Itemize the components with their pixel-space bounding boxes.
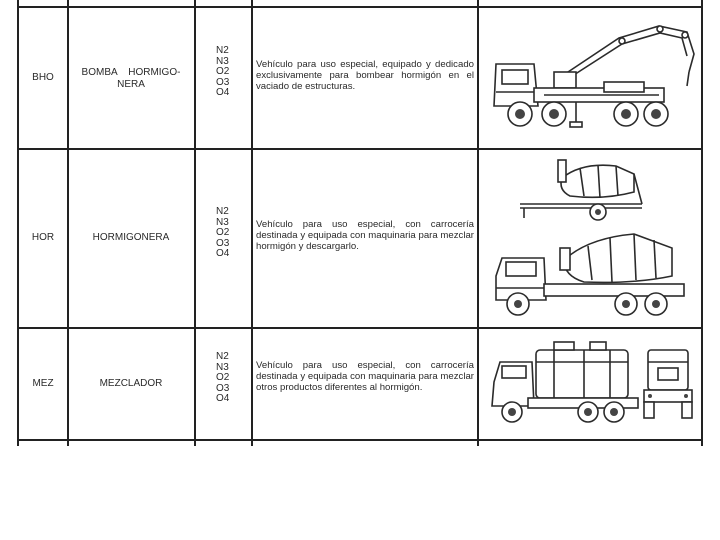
category-code: O3 [216,76,230,88]
vehicle-code: MEZ [32,378,54,389]
vehicle-description: Vehículo para uso especial, con carrocería destinada y equipada con maquinaria para mezclar otros productos diferentes al hormigón. [256,360,474,394]
category-code: O2 [216,227,230,238]
vehicle-code: BHO [32,72,54,83]
category-code: O4 [216,393,230,404]
category-code: N3 [216,216,229,228]
vehicle-name-line: NERA [117,78,145,90]
category-code: N3 [216,55,229,67]
category-code: O4 [216,87,230,98]
vehicle-name-line: BOMBA HORMIGO- [81,67,181,78]
vehicle-description: Vehículo para uso especial, equipado y dedicado exclusivamente para bombear hormigón en el vaciado de estructuras. [256,59,474,93]
category-code: N2 [216,45,229,56]
row-divider [17,6,703,8]
vehicle-description: Vehículo para uso especial, con carrocería destinada y equipada con maquinaria para mezclar hormigón y descargarlo. [256,219,474,253]
category-code: N2 [216,206,229,217]
concrete-mixer-truck-icon [484,152,699,324]
column-divider [194,0,196,446]
vehicle-code: HOR [31,232,55,243]
category-code: N2 [216,351,229,362]
category-code: N3 [216,361,229,373]
category-code: O2 [216,66,230,77]
vehicle-name [69,232,193,244]
row-divider [17,439,703,441]
category-code: O3 [216,237,230,249]
category-code: O3 [216,382,230,394]
category-code: O2 [216,372,230,383]
vehicle-name [69,378,193,390]
vehicle-name-line: MEZCLADOR [99,378,163,389]
vehicle-name-line: HORMIGONERA [92,232,170,243]
category-code: O4 [216,248,230,259]
row-divider [17,327,703,329]
mixer-truck-icon [484,332,699,436]
column-divider [477,0,479,446]
table-border-right [701,0,703,446]
row-divider [17,148,703,150]
vehicle-name [69,67,193,90]
concrete-pump-truck-icon [484,14,699,144]
